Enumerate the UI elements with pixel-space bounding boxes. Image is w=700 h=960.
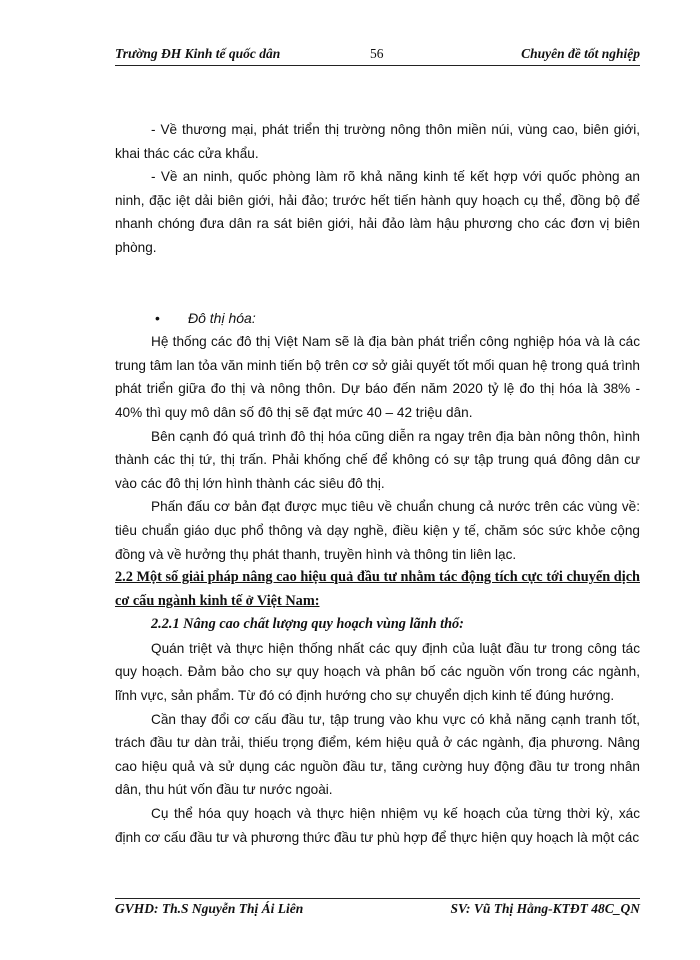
section-heading-2-2: 2.2 Một số giải pháp nâng cao hiệu quả đầu tư nhằm tác động tích cực tới chuyển dịch cơ cấu ngành kinh tế ở Việt Nam: (115, 569, 640, 609)
paragraph-urban-system: Hệ thống các đô thị Việt Nam sẽ là địa bàn phát triển công nghiệp hóa và là các trung tâm lan tỏa văn minh tiến bộ trên cơ sở giải quyết tốt mối quan hệ trong quá trình phát triển giữa đo thị và nông thôn. Dự báo đến năm 2020 tỷ lệ đo thị hóa là 38% - 40% thì quy mô dân số đô thị sẽ đạt mức 40 – 42 triệu dân. (115, 334, 640, 420)
page-footer (115, 898, 640, 919)
header-school: Trường ĐH Kinh tế quốc dân (115, 46, 281, 61)
paragraph-national-standards: Phấn đấu cơ bản đạt được mục tiêu về chuẩn chung cả nước trên các vùng về: tiêu chuẩn giáo dục phổ thông và dạy nghề, điều kiện y tế, chăm sóc sức khỏe cộng đồng và về hưởng thụ phát thanh, truyền hình và thông tin liên lạc. (115, 499, 640, 562)
paragraph-rural-urbanization: Bên cạnh đó quá trình đô thị hóa cũng diễn ra ngay trên địa bàn nông thôn, hình thành các thị tứ, thị trấn. Phải khống chế để không có sự tập trung quá đông dân cư vào các đô thị lớn hình thành các siêu đô thị. (115, 428, 640, 491)
paragraph-investment-structure: Cần thay đổi cơ cấu đầu tư, tập trung vào khu vực có khả năng cạnh tranh tốt, trách đầu tư dàn trải, thiếu trọng điểm, kém hiệu quả ở các ngành, địa phương. Nâng cao hiệu quả và sử dụng các nguồn đầu tư, tăng cường huy động đầu tư trong nhân dân, thu hút vốn đầu tư nước ngoài. (115, 711, 640, 798)
section-heading-2-2-1: 2.2.1 Nâng cao chất lượng quy hoạch vùng lãnh thổ: (151, 616, 464, 633)
footer-student: SV: Vũ Thị Hằng-KTĐT 48C_QN (450, 901, 640, 916)
paragraph-planning: Cụ thể hóa quy hoạch và thực hiện nhiệm vụ kế hoạch của từng thời kỳ, xác định cơ cấu đầu tư và phương thức đầu tư phù hợp để thực hiện quy hoạch là một các (115, 806, 640, 845)
spacer (115, 260, 640, 307)
footer-supervisor: GVHD: Th.S Nguyễn Thị Ái Liên (115, 901, 304, 916)
paragraph-commerce: - Về thương mại, phát triển thị trường nông thôn miền núi, vùng cao, biên giới, khai thác các cửa khẩu. (115, 122, 640, 161)
bullet-icon: • (155, 309, 160, 326)
paragraph-investment-law: Quán triệt và thực hiện thống nhất các quy định của luật đầu tư trong công tác quy hoạch. Đảm bảo cho sự quy hoạch và phân bố các nguồn vốn trong các ngành, lĩnh vực, sản phẩm. Từ đó có định hướng cho sự chuyển dịch kinh tế đúng hướng. (115, 640, 640, 704)
page-number: 56 (370, 46, 384, 61)
page-header (115, 45, 640, 66)
header-document-type: Chuyên đề tốt nghiệp (521, 46, 640, 61)
page-body (115, 118, 640, 849)
bullet-title: Đô thị hóa: (188, 309, 256, 326)
paragraph-security: - Về an ninh, quốc phòng làm rõ khả năng kinh tế kết hợp với quốc phòng an ninh, đặc iệt dải biên giới, hải đảo; trước hết tiến hành quy hoạch cụ thể, đồng bộ để nhanh chóng đưa dân ra sát biên giới, hải đảo làm hậu phương cho các đơn vị biên phòng. (115, 169, 640, 255)
bullet-urbanization (115, 307, 640, 331)
